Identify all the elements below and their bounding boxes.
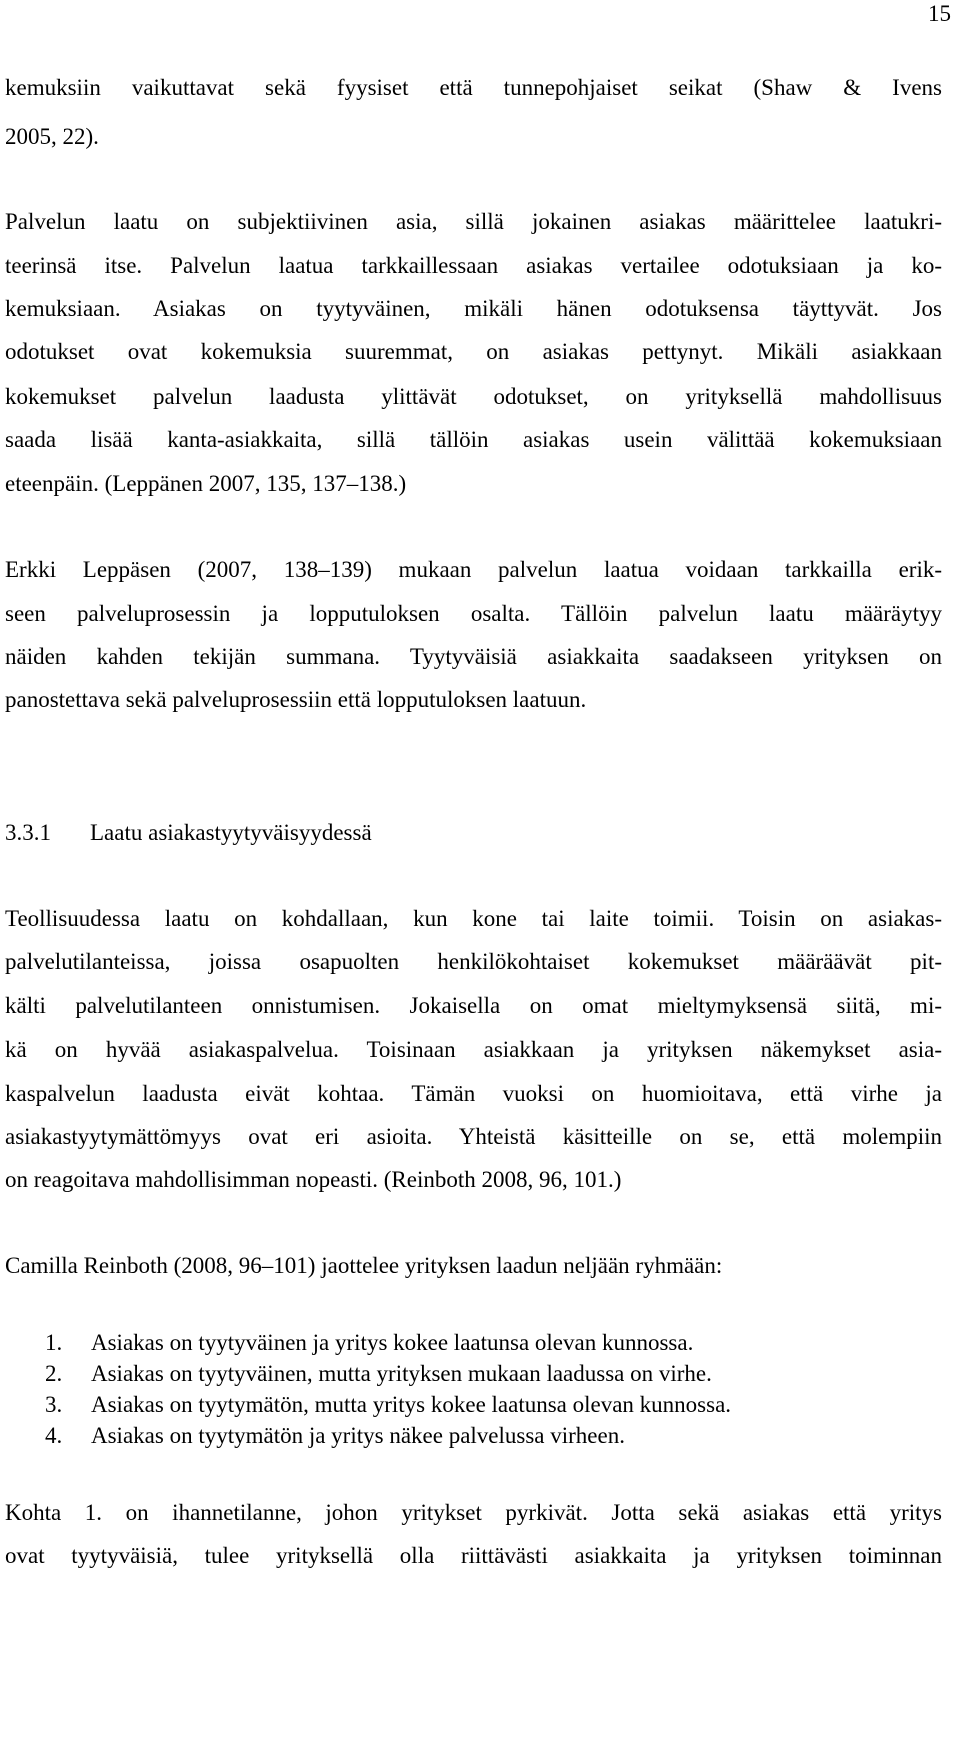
list-item-number: 1. [45, 1330, 63, 1355]
list-item-text: Asiakas on tyytyväinen ja yritys kokee laatunsa olevan kunnossa. [91, 1330, 694, 1355]
paragraph-1-line-1: kemuksiin vaikuttavat sekä fyysiset että tunnepohjaiset seikat (Shaw & Ivens [5, 75, 942, 100]
paragraph-3-line-4: panostettava sekä palveluprosessiin että lopputuloksen laatuun. [5, 687, 587, 712]
paragraph-4-line-4: kä on hyvää asiakaspalvelua. Toisinaan asiakkaan ja yrityksen näkemykset asia- [5, 1037, 942, 1062]
paragraph-4-line-2: palvelutilanteissa, joissa osapuolten henkilökohtaiset kokemukset määräävät pit- [5, 949, 942, 974]
paragraph-2-line-6: saada lisää kanta-asiakkaita, sillä tällöin asiakas usein välittää kokemuksiaan [5, 427, 942, 452]
paragraph-2-line-1: Palvelun laatu on subjektiivinen asia, sillä jokainen asiakas määrittelee laatukri- [5, 209, 942, 234]
list-item-number: 3. [45, 1392, 63, 1417]
paragraph-6-line-2: ovat tyytyväisiä, tulee yrityksellä olla riittävästi asiakkaita ja yrityksen toiminnan [5, 1543, 942, 1568]
paragraph-2-line-5: kokemukset palvelun laadusta ylittävät odotukset, on yrityksellä mahdollisuus [5, 384, 942, 409]
list-item-text: Asiakas on tyytyväinen, mutta yrityksen mukaan laadussa on virhe. [91, 1361, 712, 1386]
paragraph-4-line-3: kälti palvelutilanteen onnistumisen. Jokaisella on omat mieltymyksensä siitä, mi- [5, 993, 942, 1018]
paragraph-3-line-2: seen palveluprosessin ja lopputuloksen osalta. Tällöin palvelun laatu määräytyy [5, 601, 942, 626]
paragraph-2-line-2: teerinsä itse. Palvelun laatua tarkkaillessaan asiakas vertailee odotuksiaan ja ko- [5, 253, 942, 278]
paragraph-2-line-7: eteenpäin. (Leppänen 2007, 135, 137–138.) [5, 471, 407, 496]
page-number: 15 [928, 1, 951, 26]
list-item-number: 2. [45, 1361, 63, 1386]
list-item-text: Asiakas on tyytymätön ja yritys näkee palvelussa virheen. [91, 1423, 625, 1448]
list-item-text: Asiakas on tyytymätön, mutta yritys kokee laatunsa olevan kunnossa. [91, 1392, 732, 1417]
paragraph-2-line-4: odotukset ovat kokemuksia suuremmat, on asiakas pettynyt. Mikäli asiakkaan [5, 339, 942, 364]
paragraph-6-line-1: Kohta 1. on ihannetilanne, johon yritykset pyrkivät. Jotta sekä asiakas että yritys [5, 1500, 942, 1525]
paragraph-4-line-5: kaspalvelun laadusta eivät kohtaa. Tämän vuoksi on huomioitava, että virhe ja [5, 1081, 942, 1106]
paragraph-3-line-1: Erkki Leppäsen (2007, 138–139) mukaan palvelun laatua voidaan tarkkailla erik- [5, 557, 942, 582]
paragraph-4-line-7: on reagoitava mahdollisimman nopeasti. (Reinboth 2008, 96, 101.) [5, 1167, 622, 1192]
paragraph-4-line-1: Teollisuudessa laatu on kohdallaan, kun kone tai laite toimii. Toisin on asiakas- [5, 906, 942, 931]
paragraph-3-line-3: näiden kahden tekijän summana. Tyytyväisiä asiakkaita saadakseen yrityksen on [5, 644, 942, 669]
section-title: Laatu asiakastyytyväisyydessä [90, 820, 372, 845]
paragraph-1-line-2: 2005, 22). [5, 124, 99, 149]
section-number: 3.3.1 [5, 820, 51, 845]
paragraph-5: Camilla Reinboth (2008, 96–101) jaottelee yrityksen laadun neljään ryhmään: [5, 1253, 723, 1278]
paragraph-4-line-6: asiakastyytymättömyys ovat eri asioita. Yhteistä käsitteille on se, että molempiin [5, 1124, 942, 1149]
paragraph-2-line-3: kemuksiaan. Asiakas on tyytyväinen, mikäli hänen odotuksensa täyttyvät. Jos [5, 296, 942, 321]
list-item-number: 4. [45, 1423, 63, 1448]
